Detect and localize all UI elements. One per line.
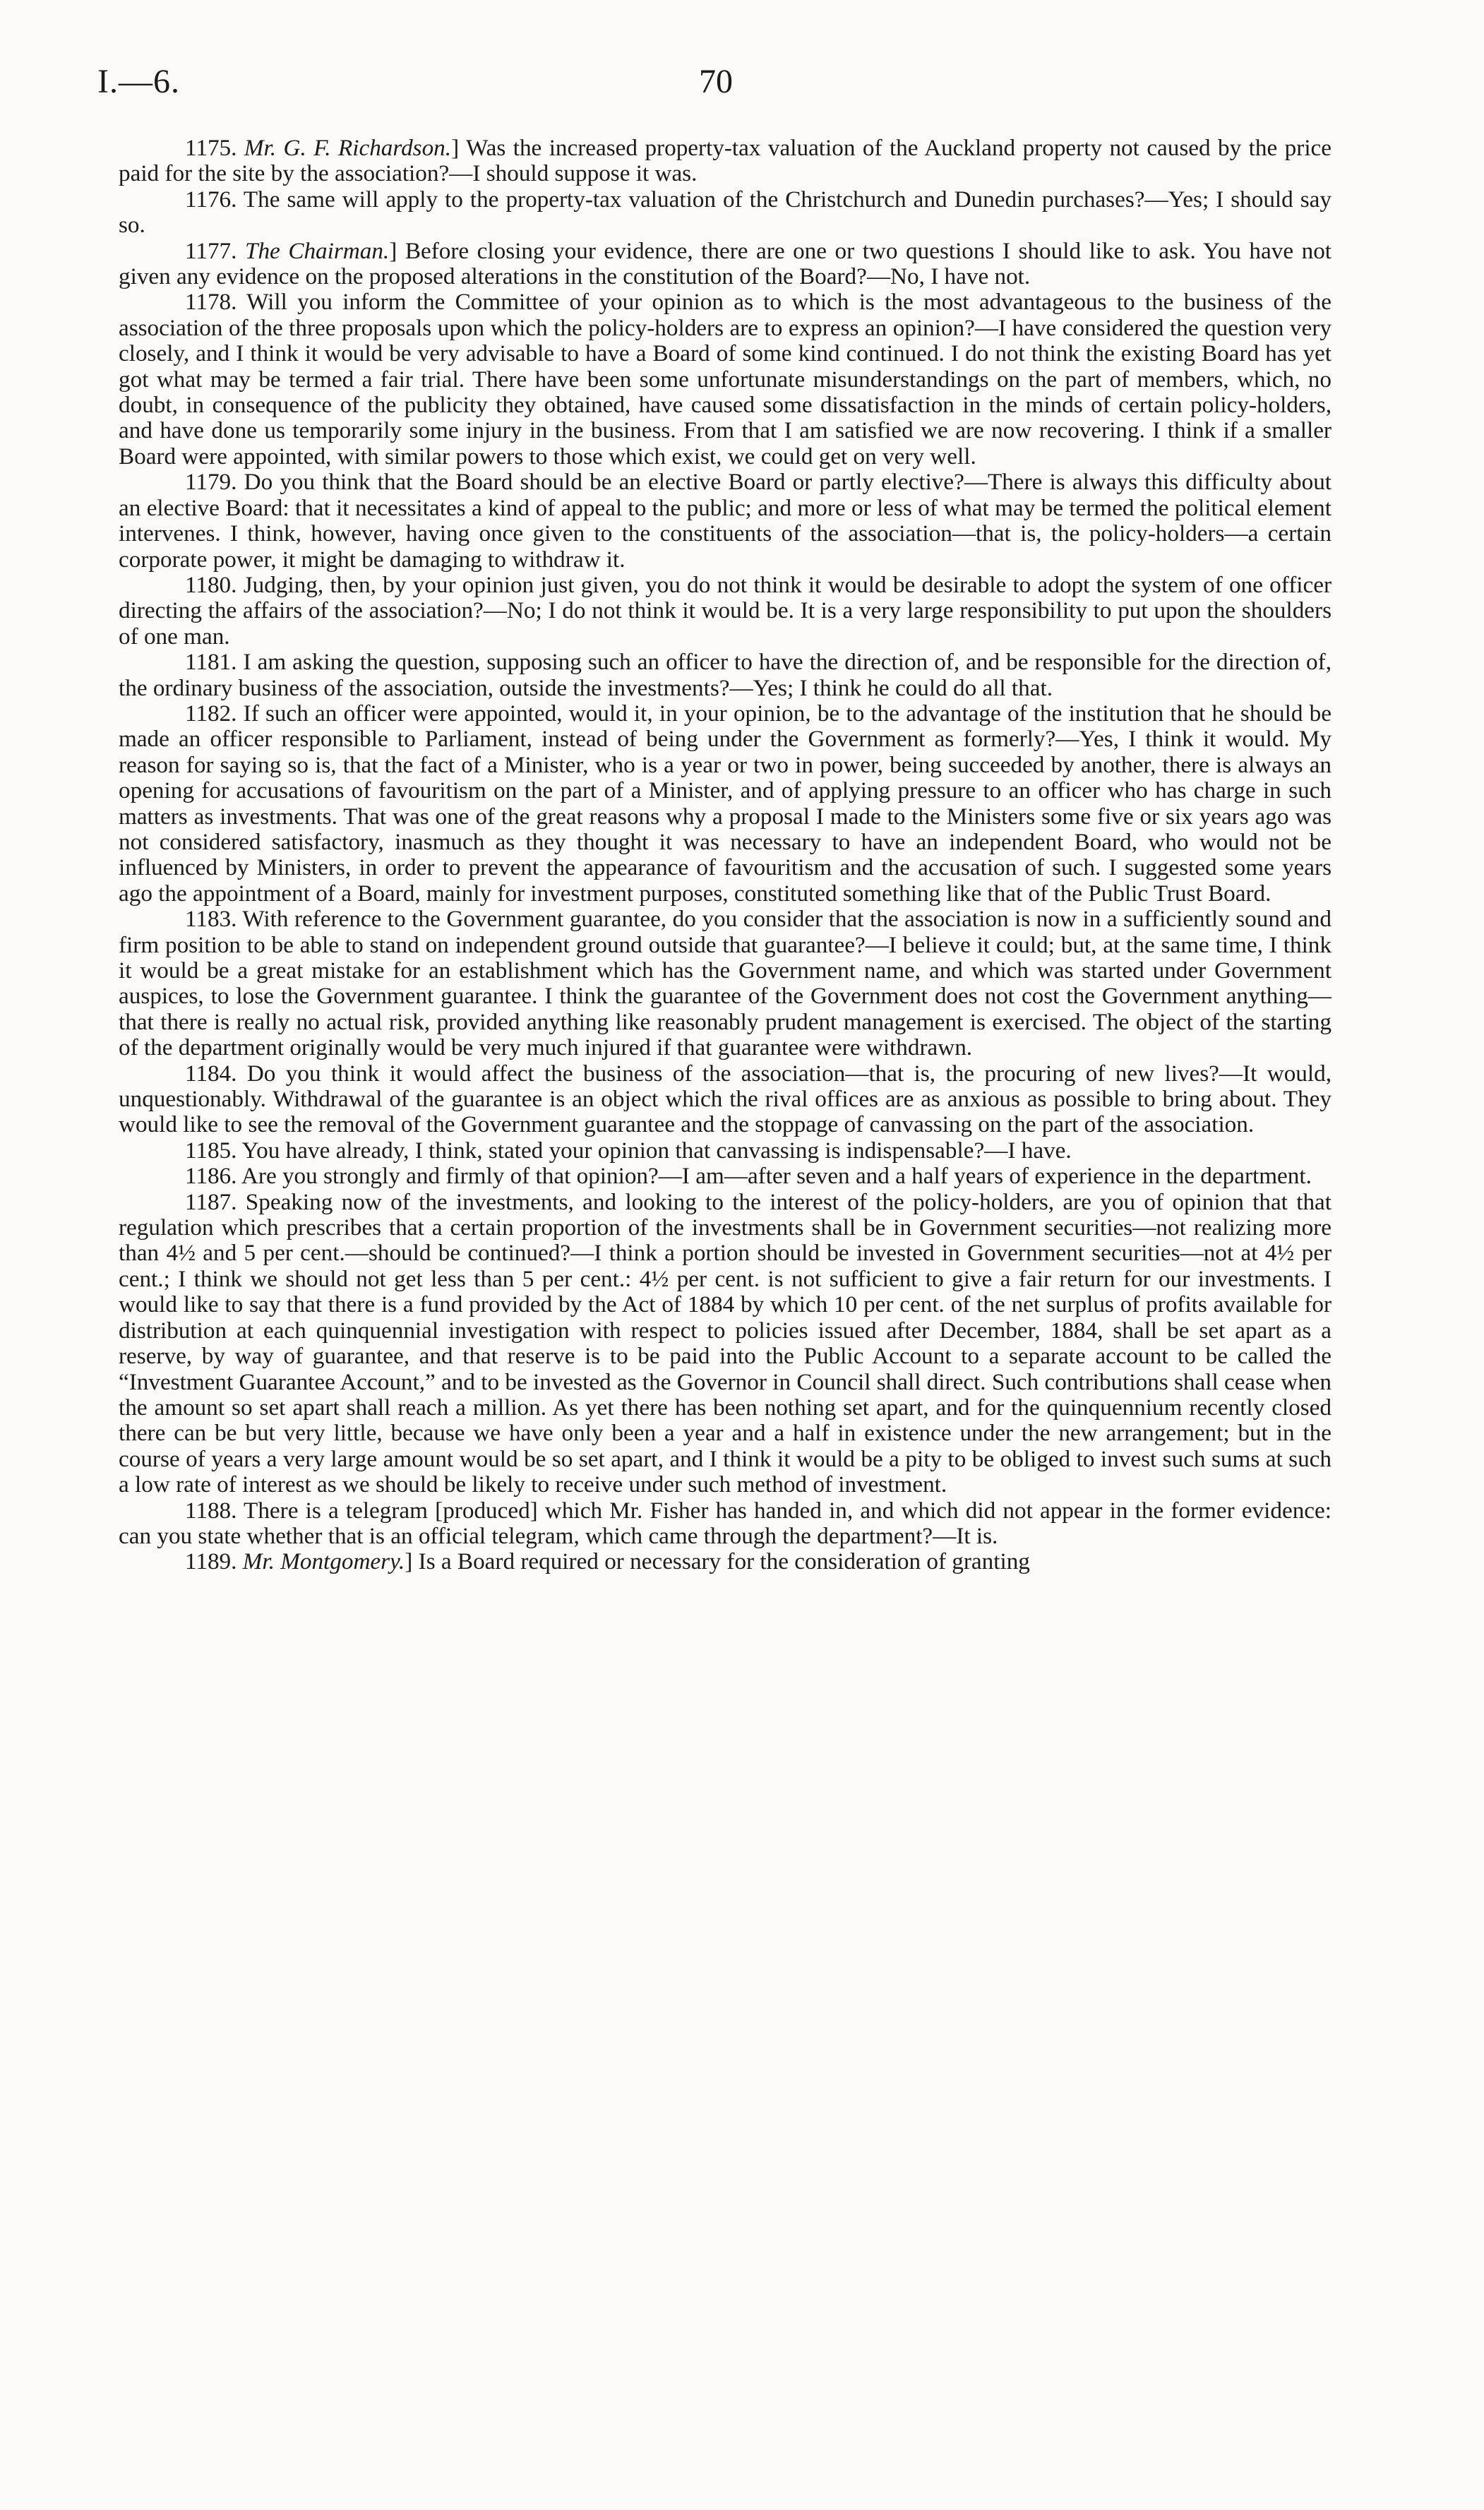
paragraph-1184: 1184. Do you think it would affect the business of the association—that is, the procuring of new lives?—It would, unquestionably. Withdrawal of the guarantee is an object which the rival offices are as anxious as possible to bring about. They would like to see the removal of the Government guarantee and the stoppage of canvassing on the part of the association. bbox=[119, 1060, 1332, 1138]
paragraph-1187: 1187. Speaking now of the investments, and looking to the interest of the policy-holders, are you of opinion that that regulation which prescribes that a certain proportion of the investments shall be in Government securities—not realizing more than 4½ and 5 per cent.—should be continued?—I think a portion should be invested in Government securities—not at 4½ per cent.; I think we should not get less than 5 per cent.: 4½ per cent. is not sufficient to give a fair return for our investments. I would like to say that there is a fund provided by the Act of 1884 by which 10 per cent. of the net surplus of profits available for distribution at each quinquennial investigation with respect to policies issued after December, 1884, shall be set apart as a reserve, by way of guarantee, and that reserve is to be paid into the Public Account to a separate account to be called the “Investment Guarantee Account,” and to be invested as the Governor in Council shall direct. Such contributions shall cease when the amount so set apart shall reach a million. As yet there has been nothing set apart, and for the quinquennium recently closed there can be but very little, because we have only been a year and a half in existence under the new arrangement; but in the course of years a very large amount would be so set apart, and I think it would be a pity to be obliged to invest such sums at such a low rate of interest as we should be likely to receive under such method of investment. bbox=[119, 1188, 1332, 1498]
page-number: 70 bbox=[699, 63, 733, 100]
paragraph-1189: 1189. Mr. Montgomery.] Is a Board required or necessary for the consideration of granting bbox=[185, 1548, 1030, 1575]
paragraph-1176: 1176. The same will apply to the property-tax valuation of the Christchurch and Dunedin purchases?—Yes; I should say so. bbox=[119, 186, 1332, 239]
paragraph-1186: 1186. Are you strongly and firmly of that opinion?—I am—after seven and a half years of experience in the department. bbox=[185, 1163, 1312, 1190]
speaker: Mr. Montgomery. bbox=[242, 1548, 405, 1575]
paragraph-1177: 1177. The Chairman.] Before closing your evidence, there are one or two questions I should like to ask. You have not given any evidence on the proposed alterations in the constitution of the Board?—No, I have not. bbox=[119, 237, 1332, 290]
document-reference: I.—6. bbox=[97, 63, 180, 100]
paragraph-1181: 1181. I am asking the question, supposing such an officer to have the direction of, and be responsible for the direction of, the ordinary business of the association, outside the investments?—Yes; I think he could do all that. bbox=[119, 649, 1332, 701]
paragraph-1179: 1179. Do you think that the Board should be an elective Board or partly elective?—There is always this difficulty about an elective Board: that it necessitates a kind of appeal to the public; and more or less of what may be termed the political element intervenes. I think, however, having once given to the constituents of the association—that is, the policy-holders—a certain corporate power, it might be damaging to withdraw it. bbox=[119, 469, 1332, 573]
evidence-body bbox=[119, 136, 1332, 1575]
speaker: The Chairman. bbox=[245, 237, 390, 264]
paragraph-1175: 1175. Mr. G. F. Richardson.] Was the increased property-tax valuation of the Auckland property not caused by the price paid for the site by the association?—I should suppose it was. bbox=[119, 135, 1332, 187]
paragraph-1182: 1182. If such an officer were appointed, would it, in your opinion, be to the advantage of the institution that he should be made an officer responsible to Parliament, instead of being under the Government as formerly?—Yes, I think it would. My reason for saying so is, that the fact of a Minister, who is a year or two in power, being succeeded by another, there is always an opening for accusations of favouritism on the part of a Minister, and of applying pressure to an officer who has charge in such matters as investments. That was one of the great reasons why a proposal I made to the Ministers some five or six years ago was not considered satisfactory, inasmuch as they thought it was necessary to have an independent Board, who would not be influenced by Ministers, in order to prevent the appearance of favouritism and the accusation of such. I suggested some years ago the appointment of a Board, mainly for investment purposes, constituted something like that of the Public Trust Board. bbox=[119, 700, 1332, 907]
paragraph-1183: 1183. With reference to the Government guarantee, do you consider that the association is now in a sufficiently sound and firm position to be able to stand on independent ground outside that guarantee?—I believe it could; but, at the same time, I think it would be a great mistake for an establishment which has the Government name, and which was started under Government auspices, to lose the Government guarantee. I think the guarantee of the Government does not cost the Government anything—that there is really no actual risk, provided anything like reasonably prudent management is exercised. The object of the starting of the department originally would be very much injured if that guarantee were withdrawn. bbox=[119, 906, 1332, 1061]
paragraph-1188: 1188. There is a telegram [produced] which Mr. Fisher has handed in, and which did not appear in the former evidence: can you state whether that is an official telegram, which came through the department?—It is. bbox=[119, 1497, 1332, 1549]
paragraph-1180: 1180. Judging, then, by your opinion just given, you do not think it would be desirable to adopt the system of one officer directing the affairs of the association?—No; I do not think it would be. It is a very large responsibility to put upon the shoulders of one man. bbox=[119, 571, 1332, 650]
speaker: Mr. G. F. Richardson. bbox=[244, 135, 452, 161]
paragraph-1178: 1178. Will you inform the Committee of your opinion as to which is the most advantageous to the business of the association of the three proposals upon which the policy-holders are to express an opinion?—I have considered the question very closely, and I think it would be very advisable to have a Board of some kind continued. I do not think the existing Board has yet got what may be termed a fair trial. There have been some unfortunate misunderstandings on the part of members, which, no doubt, in consequence of the publicity they obtained, have caused some dissatisfaction in the minds of certain policy-holders, and have done us temporarily some injury in the business. From that I am satisfied we are now recovering. I think if a smaller Board were appointed, with similar powers to those which exist, we could get on very well. bbox=[119, 289, 1332, 470]
paragraph-1185: 1185. You have already, I think, stated your opinion that canvassing is indispensable?—I have. bbox=[185, 1137, 1072, 1164]
